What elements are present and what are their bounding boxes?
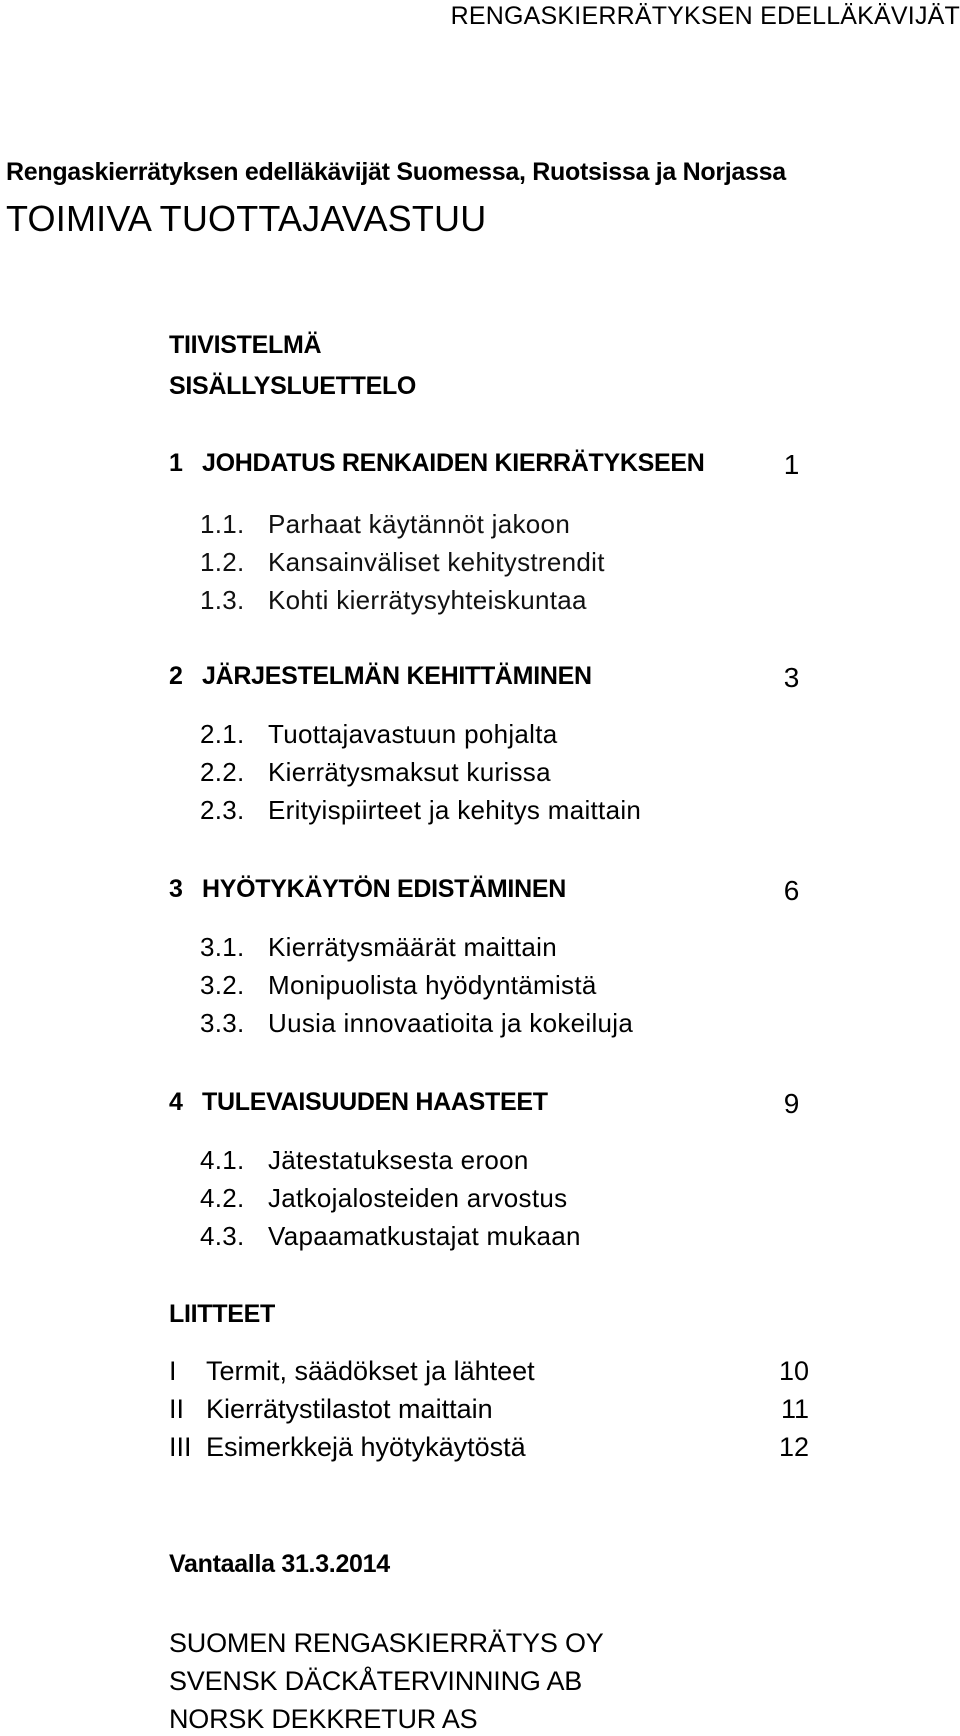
section-title: Kohti kierrätysyhteiskuntaa xyxy=(268,585,587,615)
chapter-number: 3 xyxy=(169,875,183,903)
document-subtitle: Rengaskierrätyksen edelläkävijät Suomessa, Ruotsissa ja Norjassa xyxy=(6,158,786,186)
chapter-page: 1 xyxy=(783,449,799,480)
toc-section-4-3 xyxy=(200,1221,581,1252)
company-finland: SUOMEN RENGASKIERRÄTYS OY xyxy=(169,1628,604,1658)
toc-section-2-1 xyxy=(200,719,558,750)
section-title: Jätestatuksesta eroon xyxy=(268,1145,529,1175)
appendix-number: III xyxy=(169,1432,192,1462)
appendix-number: I xyxy=(169,1356,177,1386)
front-item-summary: TIIVISTELMÄ xyxy=(169,331,322,359)
chapter-page: 6 xyxy=(783,875,799,906)
toc-section-2-2 xyxy=(200,757,551,788)
section-title: Kierrätysmaksut kurissa xyxy=(268,757,551,787)
document-title: TOIMIVA TUOTTAJAVASTUU xyxy=(6,198,487,239)
appendix-page: 10 xyxy=(778,1356,809,1386)
section-number: 3.1. xyxy=(200,932,245,962)
section-number: 4.3. xyxy=(200,1221,245,1251)
section-number: 1.2. xyxy=(200,547,245,577)
section-number: 2.2. xyxy=(200,757,245,787)
toc-section-4-2 xyxy=(200,1183,567,1214)
company-sweden: SVENSK DÄCKÅTERVINNING AB xyxy=(169,1666,583,1696)
appendices-heading: LIITTEET xyxy=(169,1300,275,1328)
section-title: Jatkojalosteiden arvostus xyxy=(268,1183,568,1213)
toc-chapter-3 xyxy=(169,875,799,904)
toc-section-3-2 xyxy=(200,970,597,1001)
place-date: Vantaalla 31.3.2014 xyxy=(169,1550,390,1578)
appendix-item-3 xyxy=(169,1432,809,1463)
appendix-page: 12 xyxy=(778,1432,809,1462)
section-number: 2.1. xyxy=(200,719,245,749)
chapter-title: JÄRJESTELMÄN KEHITTÄMINEN xyxy=(202,662,592,690)
appendix-item-1 xyxy=(169,1356,809,1387)
section-number: 3.3. xyxy=(200,1008,245,1038)
appendix-title: Termit, säädökset ja lähteet xyxy=(206,1356,535,1386)
toc-section-2-3 xyxy=(200,795,641,826)
chapter-page: 3 xyxy=(783,662,799,693)
toc-section-4-1 xyxy=(200,1145,529,1176)
toc-chapter-4 xyxy=(169,1088,799,1117)
toc-section-1-2 xyxy=(200,547,605,578)
toc-chapter-2 xyxy=(169,662,799,691)
toc-section-1-1 xyxy=(200,509,570,540)
section-number: 2.3. xyxy=(200,795,245,825)
toc-section-3-1 xyxy=(200,932,557,963)
section-number: 1.1. xyxy=(200,509,245,539)
appendix-number: II xyxy=(169,1394,185,1424)
section-title: Monipuolista hyödyntämistä xyxy=(268,970,597,1000)
appendix-title: Esimerkkejä hyötykäytöstä xyxy=(206,1432,526,1462)
section-number: 1.3. xyxy=(200,585,245,615)
section-title: Vapaamatkustajat mukaan xyxy=(268,1221,581,1251)
toc-section-1-3 xyxy=(200,585,587,616)
section-number: 3.2. xyxy=(200,970,245,1000)
section-title: Kansainväliset kehitystrendit xyxy=(268,547,605,577)
section-title: Uusia innovaatioita ja kokeiluja xyxy=(268,1008,634,1038)
toc-chapter-1 xyxy=(169,449,799,478)
chapter-number: 4 xyxy=(169,1088,183,1116)
company-norway: NORSK DEKKRETUR AS xyxy=(169,1704,478,1734)
toc-section-3-3 xyxy=(200,1008,633,1039)
section-title: Tuottajavastuun pohjalta xyxy=(268,719,558,749)
appendix-page: 11 xyxy=(780,1394,809,1424)
chapter-number: 1 xyxy=(169,449,183,477)
chapter-title: TULEVAISUUDEN HAASTEET xyxy=(202,1088,548,1116)
appendix-item-2 xyxy=(169,1394,809,1425)
chapter-number: 2 xyxy=(169,662,183,690)
section-number: 4.1. xyxy=(200,1145,245,1175)
appendix-title: Kierrätystilastot maittain xyxy=(206,1394,493,1424)
chapter-page: 9 xyxy=(783,1088,799,1119)
chapter-title: HYÖTYKÄYTÖN EDISTÄMINEN xyxy=(202,875,566,903)
section-title: Erityispiirteet ja kehitys maittain xyxy=(268,795,642,825)
section-title: Kierrätysmäärät maittain xyxy=(268,932,557,962)
running-header: RENGASKIERRÄTYKSEN EDELLÄKÄVIJÄT xyxy=(450,2,960,30)
front-item-contents: SISÄLLYSLUETTELO xyxy=(169,372,417,400)
chapter-title: JOHDATUS RENKAIDEN KIERRÄTYKSEEN xyxy=(202,449,705,477)
section-number: 4.2. xyxy=(200,1183,245,1213)
section-title: Parhaat käytännöt jakoon xyxy=(268,509,571,539)
